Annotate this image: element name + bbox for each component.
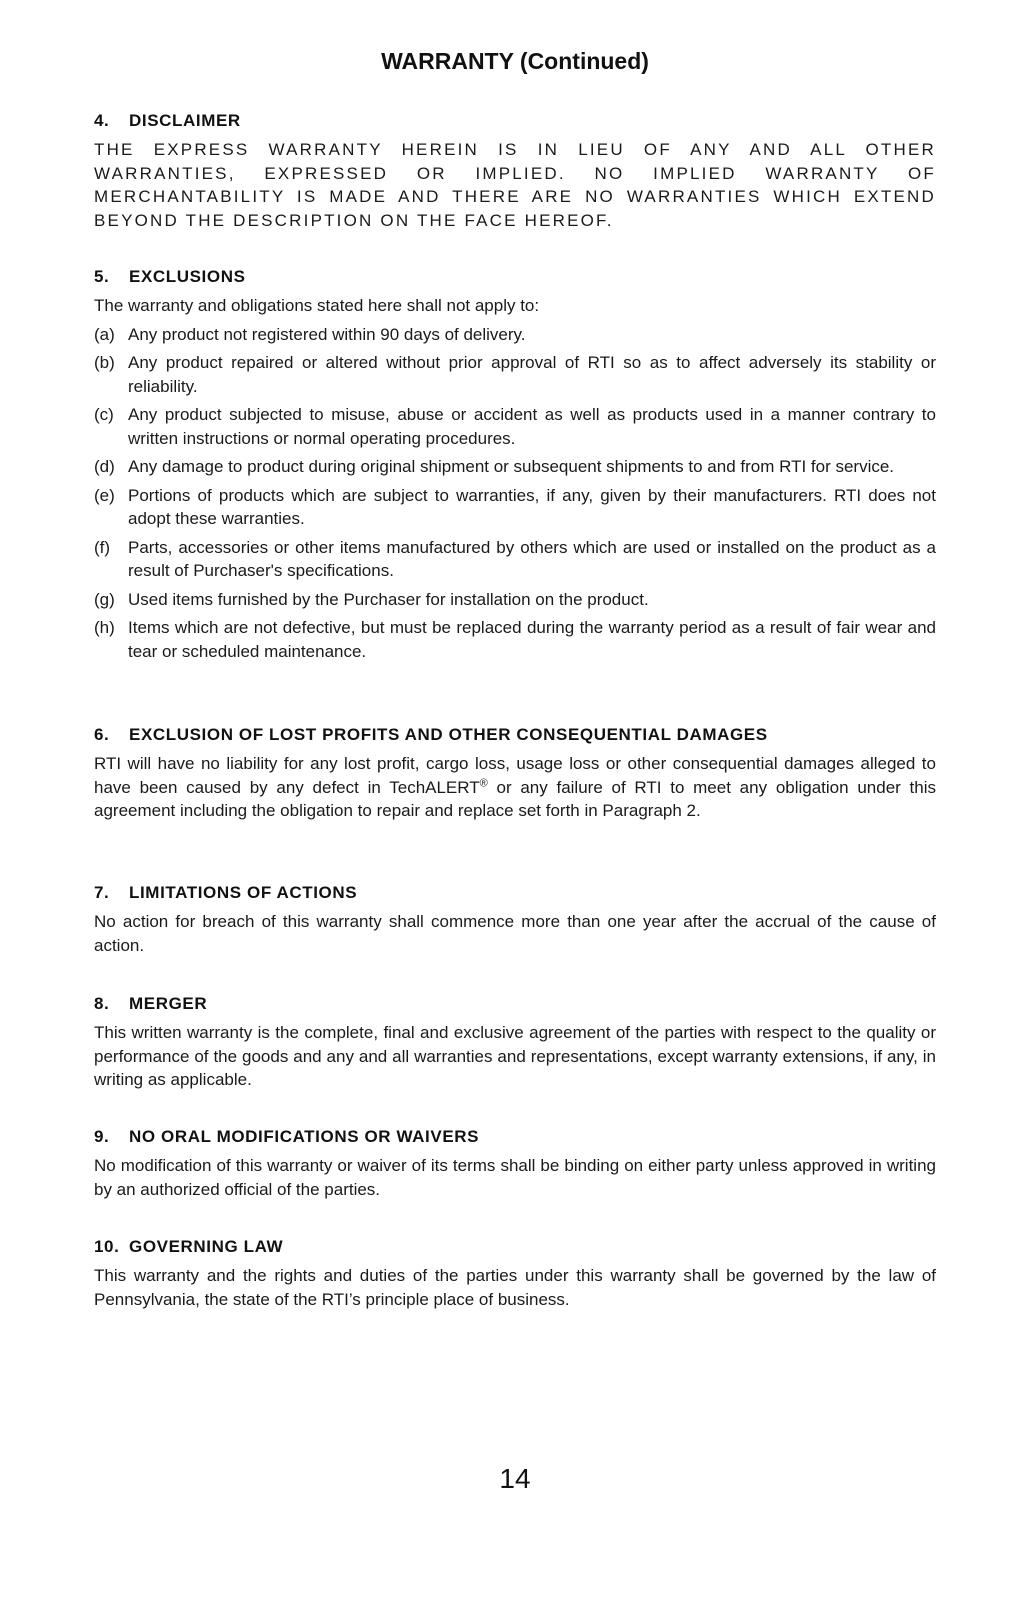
lost-profits-text-part1: RTI will have no liability for any lost profit, cargo loss, usage loss or other consequential damages alleged to have been caused by any defect in TechALERT [94,754,936,797]
list-item-text: Any product subjected to misuse, abuse or accident as well as products used in a manner contrary to written instructions or normal operating procedures. [128,405,936,448]
section-number: 9. [94,1127,110,1146]
disclaimer-text: THE EXPRESS WARRANTY HEREIN IS IN LIEU OF ANY AND ALL OTHER WARRANTIES, EXPRESSED OR IMPLIED. NO IMPLIED WARRANTY OF MERCHANTABILITY IS MADE AND THERE ARE NO WARRANTIES WHICH EXTEND BEYOND THE DESCRIPTION ON THE FACE HEREOF. [94,140,936,230]
section-heading [94,724,936,746]
list-item [94,323,936,347]
list-marker: (h) [94,618,115,637]
list-marker: (b) [94,353,115,372]
section-heading [94,266,936,288]
list-item-text: Items which are not defective, but must be replaced during the warranty period as a result of fair wear and tear or scheduled maintenance. [128,618,936,661]
governing-law-text: This warranty and the rights and duties of the parties under this warranty shall be governed by the law of Pennsylvania, the state of the RTI’s principle place of business. [94,1266,936,1309]
section-number: 7. [94,883,110,902]
list-item [94,588,936,612]
list-item [94,351,936,398]
lost-profits-text-part2: or any failure of RTI to meet any obligation under this agreement including the obligation to repair and replace set forth in Paragraph 2. [94,777,936,820]
section-number: 8. [94,994,110,1013]
section-heading [94,110,936,132]
section-number: 10. [94,1237,120,1256]
exclusions-list [94,323,936,664]
list-item-text: Any damage to product during original shipment or subsequent shipments to and from RTI for service. [128,457,895,476]
section-title: LIMITATIONS OF ACTIONS [129,883,358,902]
section-number: 6. [94,725,110,744]
section-lost-profits [94,724,936,823]
list-marker: (e) [94,485,115,505]
section-title: NO ORAL MODIFICATIONS OR WAIVERS [129,1127,480,1146]
page-title: WARRANTY (Continued) [381,48,649,74]
list-marker: (d) [94,457,115,476]
section-heading [94,1236,936,1258]
no-oral-modifications-text: No modification of this warranty or waiver of its terms shall be binding on either party unless approved in writing by an authorized official of the parties. [94,1156,936,1199]
exclusions-intro: The warranty and obligations stated here shall not apply to: [94,296,540,315]
section-title: EXCLUSION OF LOST PROFITS AND OTHER CONSEQUENTIAL DAMAGES [129,725,768,744]
list-marker: (f) [94,537,111,557]
section-heading [94,993,936,1015]
list-item [94,455,936,479]
list-item-text: Portions of products which are subject to warranties, if any, given by their manufacturers. RTI does not adopt these warranties. [128,485,936,528]
section-heading [94,882,936,904]
section-title: MERGER [129,994,208,1013]
list-marker: (c) [94,405,114,424]
section-merger [94,993,936,1092]
page-number: 14 [499,1463,531,1494]
list-item-text: Any product repaired or altered without prior approval of RTI so as to affect adversely its stability or reliability. [128,353,936,396]
limitations-text: No action for breach of this warranty shall commence more than one year after the accrual of the cause of action. [94,912,936,955]
list-item-text: Parts, accessories or other items manufactured by others which are used or installed on the product as a result of Purchaser's specifications. [128,537,936,580]
section-title: EXCLUSIONS [129,267,246,286]
list-marker: (g) [94,589,115,609]
list-item [94,536,936,583]
section-disclaimer [94,110,936,232]
list-item-text: Used items furnished by the Purchaser for installation on the product. [128,589,649,609]
list-item [94,403,936,450]
document-page [94,0,936,1600]
section-exclusions [94,266,936,668]
merger-text: This written warranty is the complete, final and exclusive agreement of the parties with respect to the quality or performance of the goods and any and all warranties and representations, except warranty extensions, if any, in writing as applicable. [94,1023,936,1089]
registered-mark: ® [479,776,488,789]
section-number: 4. [94,111,110,130]
section-title: DISCLAIMER [129,111,241,130]
list-item [94,484,936,531]
section-limitations [94,882,936,957]
list-item-text: Any product not registered within 90 days of delivery. [128,324,526,344]
section-governing-law [94,1236,936,1311]
section-number: 5. [94,267,110,286]
section-heading [94,1126,936,1148]
lost-profits-text [94,752,936,823]
list-item [94,616,936,663]
section-no-oral-modifications [94,1126,936,1201]
list-marker: (a) [94,324,115,344]
section-title: GOVERNING LAW [129,1237,284,1256]
